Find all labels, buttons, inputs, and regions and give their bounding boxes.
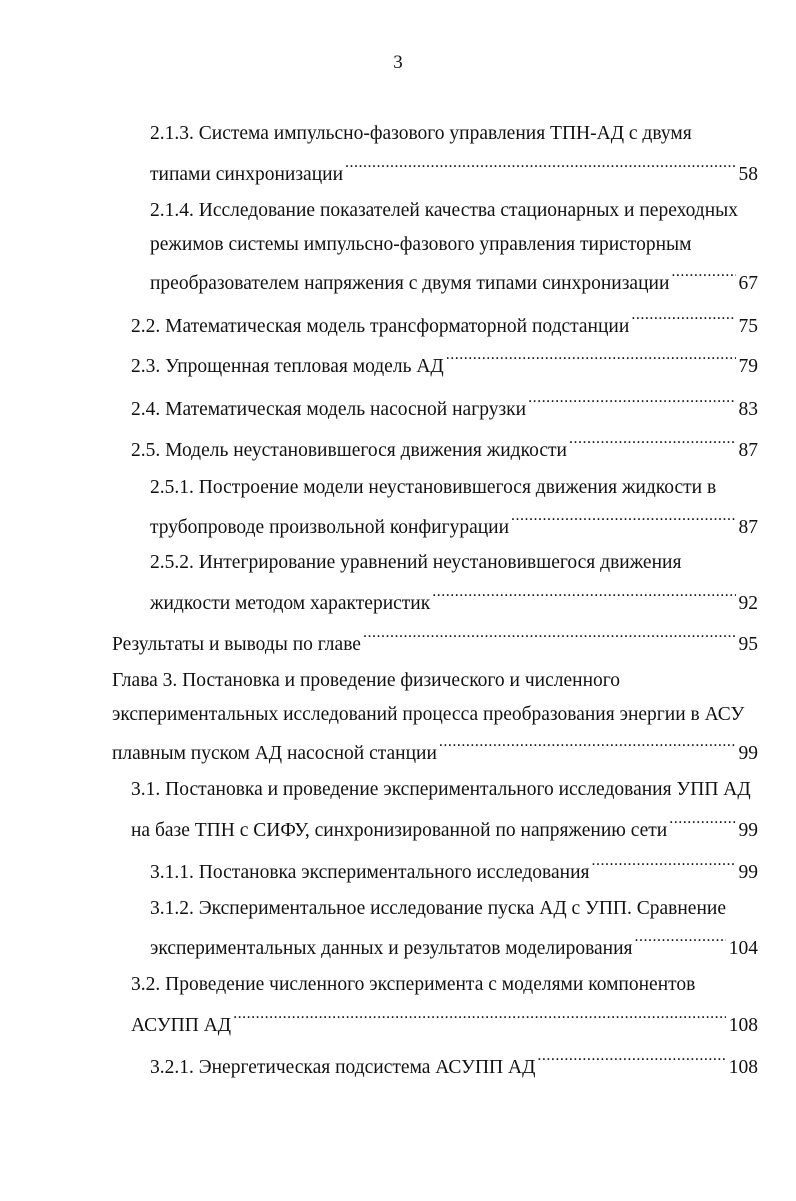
dot-leader (345, 156, 735, 180)
dot-leader (363, 626, 736, 650)
toc-entry-text: 2.5.2. Интегрирование уравнений неустановившегося движения (150, 552, 682, 573)
toc-entry-3-1-2 (150, 897, 726, 921)
toc-entry-2-2 (131, 308, 758, 339)
toc-entry-text: типами синхронизации (150, 164, 344, 185)
toc-entry-text: 3.2. Проведение численного эксперимента с моделями компонентов (131, 974, 696, 995)
toc-page-number: 99 (738, 820, 758, 841)
dot-leader (537, 1049, 725, 1073)
toc-page-number: 104 (728, 938, 758, 959)
toc-entry-text: 2.4. Математическая модель насосной нагрузки (131, 399, 527, 420)
page-number: 3 (393, 52, 403, 73)
toc-entry-3-2-1 (150, 1049, 758, 1080)
toc-entry-2-1-3-last (150, 156, 758, 187)
toc-entry-2-1-4-last (150, 265, 758, 296)
dot-leader (569, 432, 736, 456)
toc-entry-text: 3.2.1. Энергетическая подсистема АСУПП АД (150, 1057, 536, 1078)
toc-page-number: 87 (738, 517, 758, 538)
toc-entry-text: режимов системы импульсно-фазового управления тиристорным (150, 234, 692, 255)
toc-entry-2-1-4-line2 (150, 233, 691, 257)
toc-entry-chapter-3 (112, 669, 620, 693)
toc-page-number: 99 (738, 862, 758, 883)
toc-entry-text: на базе ТПН с СИФУ, синхронизированной по напряжению сети (131, 820, 668, 841)
dot-leader (446, 348, 736, 372)
toc-entry-2-5 (131, 432, 758, 463)
toc-page-number: 108 (728, 1057, 758, 1078)
dot-leader (439, 735, 736, 759)
toc-entry-3-1-2-last (150, 930, 758, 961)
toc-entry-2-3 (131, 348, 758, 379)
toc-entry-3-1-1 (150, 854, 758, 885)
toc-page-number: 87 (738, 440, 758, 461)
toc-entry-text: экспериментальных исследований процесса преобразования энергии в АСУ (112, 704, 745, 725)
dot-leader (669, 812, 735, 836)
toc-entry-text: трубопроводе произвольной конфигурации (150, 517, 510, 538)
toc-entry-text: 3.1. Постановка и проведение экспериментального исследования УПП АД (131, 779, 751, 800)
toc-entry-text: преобразователем напряжения с двумя типами синхронизации (150, 273, 670, 294)
dot-leader (511, 509, 735, 533)
toc-entry-2-5-1 (150, 476, 716, 500)
toc-entry-text: 2.2. Математическая модель трансформаторной подстанции (131, 316, 630, 337)
toc-page-number: 95 (738, 634, 758, 655)
toc-entry-results (112, 626, 758, 657)
toc-entry-chapter-3-line2 (112, 703, 744, 727)
toc-entry-2-1-3 (150, 122, 692, 146)
dot-leader (591, 854, 735, 878)
toc-page-number: 79 (738, 356, 758, 377)
toc-entry-text: 2.5. Модель неустановившегося движения жидкости (131, 440, 567, 461)
toc-page-number: 67 (738, 273, 758, 294)
toc-entry-2-5-2-last (150, 585, 758, 616)
toc-entry-chapter-3-last (112, 735, 758, 766)
toc-entry-text: Результаты и выводы по главе (112, 634, 361, 655)
toc-entry-3-2 (131, 973, 695, 997)
toc-entry-text: 2.3. Упрощенная тепловая модель АД (131, 356, 444, 377)
toc-entry-text: экспериментальных данных и результатов моделирования (150, 938, 633, 959)
toc-entry-3-2-last (131, 1007, 758, 1038)
dot-leader (432, 585, 735, 609)
toc-entry-2-5-2 (150, 551, 681, 575)
toc-entry-text: 3.1.1. Постановка экспериментального исследования (150, 862, 590, 883)
toc-entry-text: АСУПП АД (131, 1015, 232, 1036)
toc-entry-2-4 (131, 391, 758, 422)
toc-entry-2-1-4 (150, 199, 738, 223)
toc-entry-text: плавным пуском АД насосной станции (112, 743, 437, 764)
toc-entry-2-5-1-last (150, 509, 758, 540)
toc-page-number: 58 (738, 164, 758, 185)
toc-page-number: 99 (738, 743, 758, 764)
toc-entry-text: Глава 3. Постановка и проведение физического и численного (112, 670, 621, 691)
toc-entry-text: 3.1.2. Экспериментальное исследование пуска АД с УПП. Сравнение (150, 898, 726, 919)
dot-leader (671, 265, 735, 289)
dot-leader (635, 930, 726, 954)
toc-entry-3-1 (131, 778, 751, 802)
toc-page-number: 75 (738, 316, 758, 337)
toc-entry-text: жидкости методом характеристик (150, 593, 431, 614)
dot-leader (631, 308, 735, 332)
toc-page-number: 83 (738, 399, 758, 420)
toc-entry-3-1-last (131, 812, 758, 843)
toc-entry-text: 2.1.4. Исследование показателей качества стационарных и переходных (150, 200, 738, 221)
dot-leader (528, 391, 735, 415)
toc-entry-text: 2.1.3. Система импульсно-фазового управления ТПН-АД с двумя (150, 123, 692, 144)
toc-page-number: 92 (738, 593, 758, 614)
dot-leader (233, 1007, 726, 1031)
toc-page-number: 108 (728, 1015, 758, 1036)
toc-entry-text: 2.5.1. Построение модели неустановившегося движения жидкости в (150, 477, 717, 498)
